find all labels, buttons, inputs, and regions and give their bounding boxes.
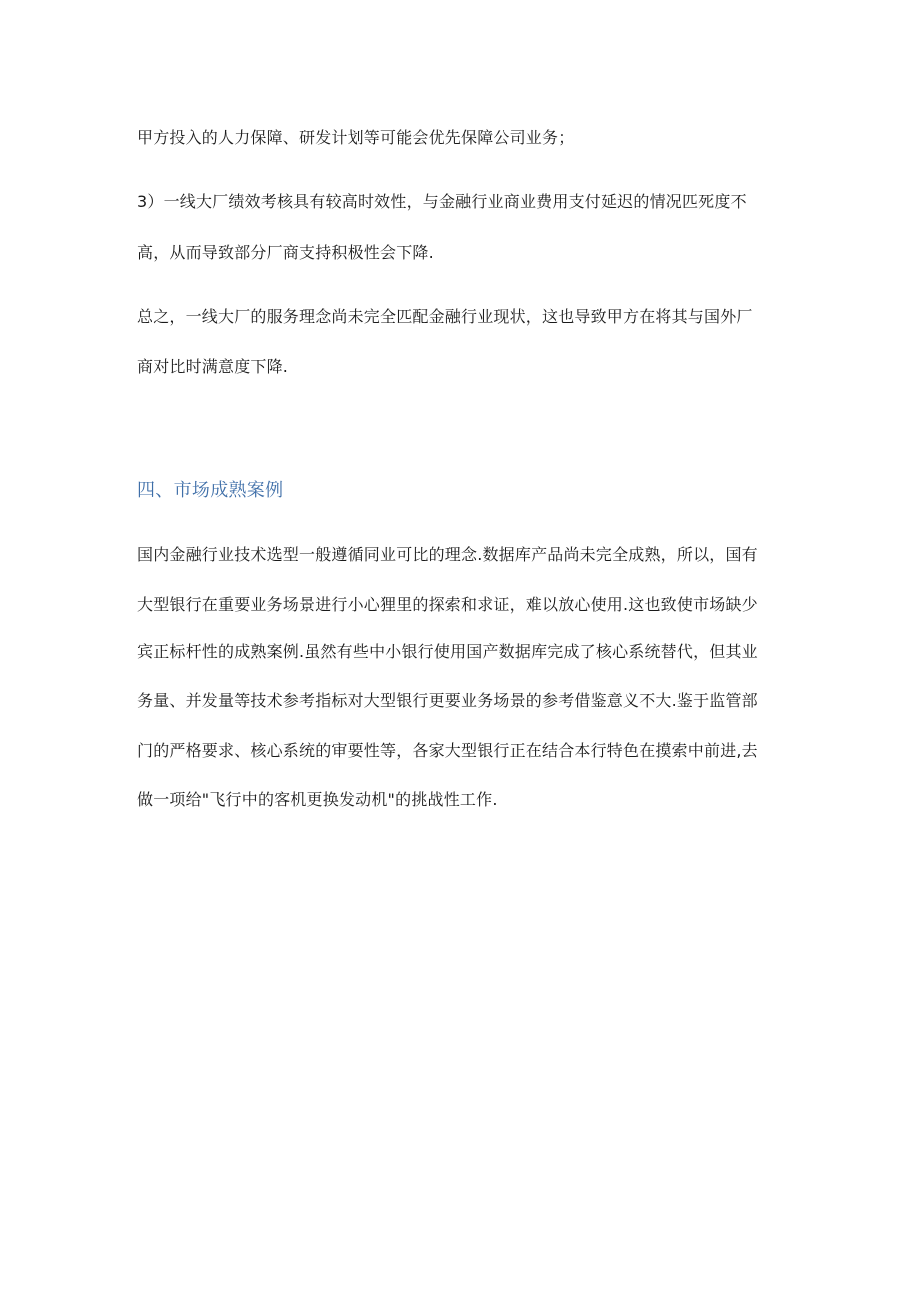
paragraph-line: 做一项给"飞行中的客机更换发动机"的挑战性工作. (137, 790, 498, 809)
paragraph-line: 国内金融行业技术选型一般遵循同业可比的理念.数据库产品尚未完全成熟，所以，国有 (137, 545, 758, 564)
paragraph-line: 3）一线大厂绩效考核具有较高时效性，与金融行业商业费用支付延迟的情况匹死度不 (137, 192, 747, 211)
paragraph-line: 门的严格要求、核心系统的审要性等，各家大型银行正在结合本行特色在摸索中前进,去 (137, 741, 758, 760)
paragraph-line: 务量、并发量等技术参考指标对大型银行更要业务场景的参考借鉴意义不大.鉴于监管部 (137, 691, 758, 710)
paragraph-line: 高，从而导致部分厂商支持积极性会下降. (137, 243, 434, 262)
paragraph-line: 甲方投入的人力保障、研发计划等可能会优先保障公司业务； (137, 128, 575, 147)
section-heading: 四、市场成熟案例 (137, 480, 284, 501)
paragraph-line: 宾正标杆性的成熟案例.虽然有些中小银行使用国产数据库完成了核心系统替代，但其业 (137, 642, 758, 661)
paragraph-line: 大型银行在重要业务场景进行小心狸里的探索和求证，难以放心使用.这也致使市场缺少 (137, 595, 758, 614)
paragraph-line: 总之，一线大厂的服务理念尚未完全匹配金融行业现状，这也导致甲方在将其与国外厂 (137, 307, 753, 326)
paragraph-line: 商对比时满意度下降. (137, 357, 289, 376)
